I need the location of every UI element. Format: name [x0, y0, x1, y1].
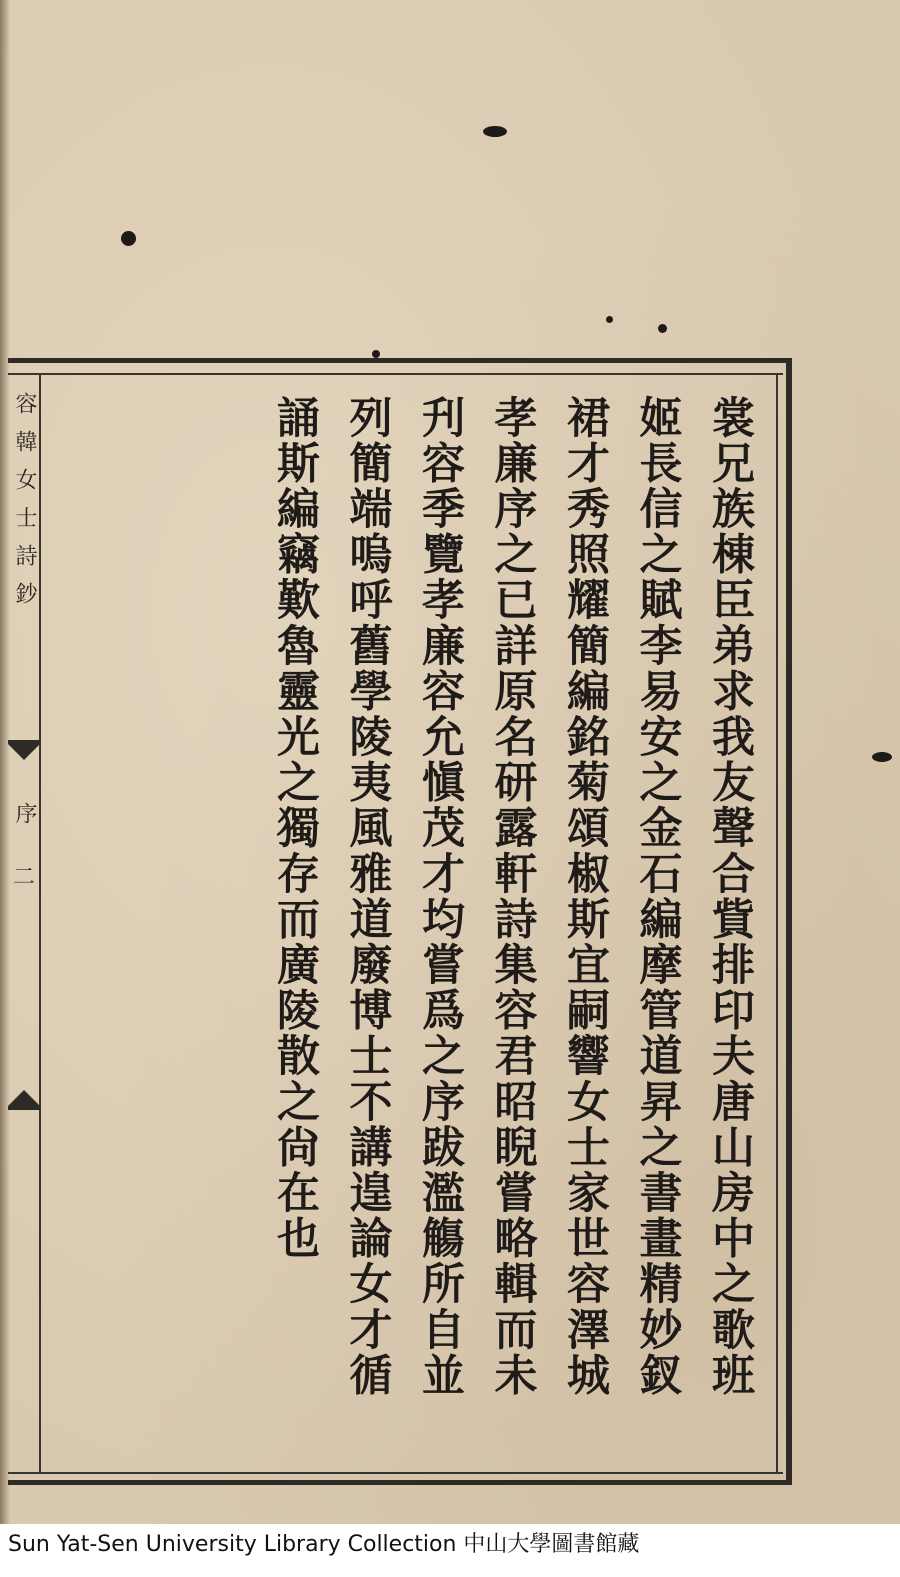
text-column: 裙才秀照耀簡編銘菊頌椒斯宜嗣響女士家世容澤城: [560, 395, 610, 1399]
text-column: 刋容季覽孝廉容允愼茂才均嘗爲之序跋濫觴所自並: [415, 395, 465, 1399]
ink-spot: [121, 231, 136, 246]
text-column: 裳兄族棟臣弟求我友聲合貲排印夫唐山房中之歌班: [705, 395, 755, 1399]
spine-book-title: 容韓女士詩鈔: [12, 392, 37, 620]
spine-page-number: 二: [12, 865, 35, 890]
fish-tail-mark-bottom-icon: [8, 1088, 40, 1110]
ink-spot: [658, 324, 667, 333]
ink-spot: [372, 350, 380, 358]
text-column: 姬長信之賦李易安之金石編摩管道昇之書畫精妙釵: [632, 395, 683, 1399]
text-column: 列簡端嗚呼舊學陵夷風雅道廢博士不講遑論女才循: [342, 395, 393, 1399]
frame-border-right-inner: [776, 373, 778, 1474]
text-column: 孝廉序之已詳原名研露軒詩集容君昭睨嘗略輯而未: [487, 395, 538, 1399]
frame-border-right-outer: [786, 358, 792, 1485]
fish-tail-mark-icon: [8, 740, 40, 770]
ink-spot: [606, 316, 613, 323]
frame-border-top-outer: [8, 358, 790, 363]
frame-border-top-inner: [8, 373, 783, 375]
ink-spot: [483, 126, 507, 137]
library-caption: Sun Yat-Sen University Library Collection 中山大學圖書館藏: [8, 1532, 640, 1557]
frame-border-bottom-outer: [8, 1480, 790, 1485]
ink-spot: [872, 752, 892, 762]
frame-border-bottom-inner: [8, 1472, 783, 1474]
spine-section-label: 序: [12, 802, 37, 838]
preface-text: [270, 395, 766, 1455]
text-column: 誦斯編竊歎魯靈光之獨存而廣陵散之尙在也: [270, 395, 320, 1262]
